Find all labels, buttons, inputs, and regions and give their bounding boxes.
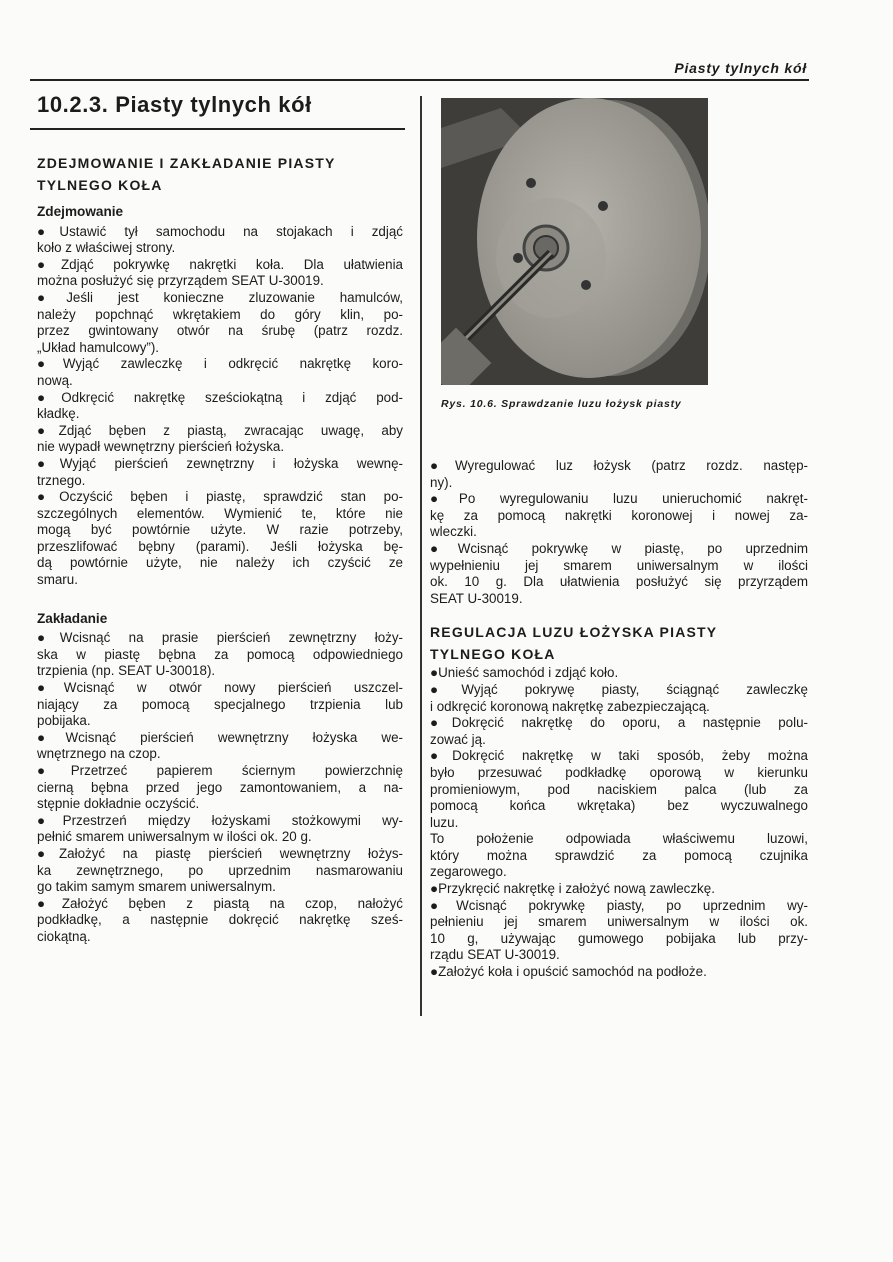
text-line: ny). [430,474,453,490]
text-line: ●Założyć na piastę pierścień wewnętrzny łożys- [37,845,403,861]
paragraph [430,964,808,981]
text-line: ●Założyć koła i opuścić samochód na podłoże. [430,964,707,980]
text-line: ●Założyć bęben z piastą na czop, nałożyć [37,895,403,911]
running-header: Piasty tylnych kół [674,60,807,76]
paragraph [37,290,403,356]
text-line: dą powtórnie użyte, nie należy ich czyścić ze [37,555,403,571]
figure-photo-brake-drum [441,98,708,385]
text-line: szczególnych elementów. Wymienić te, które nie [37,505,403,521]
text-line: koło z właściwej strony. [37,240,176,256]
text-line: ●Wcisnąć pokrywkę piasty, po uprzednim wy- [430,897,808,913]
title-rule [30,128,405,130]
text-line: To położenie odpowiada właściwemu luzowi, [430,831,808,847]
text-line: cierną bębna przed jego zamontowaniem, a na- [37,779,403,795]
text-line: można posłużyć się przyrządem SEAT U-30019. [37,273,324,289]
text-line: ●Wcisnąć na prasie pierścień zewnętrzny łoży- [37,630,403,646]
text-line: promieniowym, pod naciskiem palca (lub za [430,781,808,797]
paragraph [37,257,403,290]
text-line: ●Wyjąć pokrywę piasty, ściągnąć zawleczkę [430,681,808,697]
text-line: ●Przykręcić nakrętkę i założyć nową zawleczkę. [430,881,715,897]
paragraph [37,423,403,456]
text-line: przeszlifować bębny (parami). Jeśli łożyska bę- [37,538,403,554]
text-line: ●Wcisnąć pierścień wewnętrzny łożyska we- [37,729,403,745]
paragraph [430,748,808,831]
text-line: trznego. [37,472,86,488]
text-line: wypełnieniu jej smarem uniwersalnym w ilości [430,557,808,573]
header-rule [30,79,809,81]
section-heading [37,152,403,196]
text-line: TYLNEGO KOŁA [37,177,163,193]
text-line: TYLNEGO KOŁA [430,646,556,663]
text-line: ●Odkręcić nakrętkę sześciokątną i zdjąć pod- [37,389,403,405]
text-line: pomocą końca wkrętaka) bez wyczuwalnego [430,798,808,814]
text-line: ZDEJMOWANIE I ZAKŁADANIE PIASTY [37,155,336,171]
paragraph [37,356,403,389]
text-line: ●Dokręcić nakrętkę do oporu, a następnie polu- [430,715,808,731]
subheading: Zdejmowanie [37,204,124,219]
text-line: i odkręcić koronową nakrętkę zabezpieczającą. [430,698,710,714]
text-line: ●Przestrzeń między łożyskami stożkowymi wy- [37,812,403,828]
text-line: ●Zdjąć bęben z piastą, zwracając uwagę, aby [37,422,403,438]
text-line: ●Oczyścić bęben i piastę, sprawdzić stan po- [37,489,403,505]
paragraph [430,665,808,682]
text-line: REGULACJA LUZU ŁOŻYSKA PIASTY [430,624,718,641]
paragraph [430,715,808,748]
text-line: „Układ hamulcowy”). [37,339,160,355]
paragraph [37,896,403,946]
text-line: go takim samym smarem uniwersalnym. [37,879,276,895]
paragraph [430,682,808,715]
text-line: ●Jeśli jest konieczne zluzowanie hamulców, [37,289,403,305]
text-line: stępnie dokładnie oczyścić. [37,796,200,812]
text-line: ●Wyjąć zawleczkę i odkręcić nakrętkę koro- [37,356,403,372]
text-line: niający za pomocą specjalnego trzpienia lub [37,696,403,712]
text-line: kę za pomocą nakrętki koronowej i nowej za- [430,507,808,523]
text-line: SEAT U-30019. [430,590,523,606]
paragraph [430,831,808,881]
paragraph [37,456,403,489]
paragraph [37,763,403,813]
text-line: ●Wyjąć pierścień zewnętrzny i łożyska wewnę- [37,455,403,471]
text-line: ●Unieść samochód i zdjąć koło. [430,665,619,681]
text-line: trzpienia (np. SEAT U-30018). [37,663,216,679]
section-heading [430,621,808,665]
paragraph [37,680,403,730]
text-line: pełnieniu jej smarem uniwersalnym w ilości ok. [430,914,808,930]
left-column [37,152,403,946]
subheading: Zakładanie [37,610,108,626]
text-line: który można sprawdzić za pomocą czujnika [430,847,808,863]
text-line: ka zewnętrznego, po uprzednim nasmarowaniu [37,862,403,878]
paragraph [37,846,403,896]
section-title: 10.2.3. Piasty tylnych kół [37,92,312,117]
paragraph [430,541,808,607]
text-line: wleczki. [430,524,477,540]
text-line: ●Ustawić tył samochodu na stojakach i zdjąć [37,223,403,239]
text-line: ●Wyregulować luz łożysk (patrz rozdz. następ- [430,458,808,473]
text-line: ●Zdjąć pokrywkę nakrętki koła. Dla ułatwienia [37,256,403,272]
text-line: 10 g, używając gumowego pobijaka lub przy- [430,930,808,946]
text-line: należy popchnąć wkrętakiem do góry klin, po- [37,306,403,322]
text-line: nową. [37,372,73,388]
text-line: wnętrznego na czop. [37,746,161,762]
text-line: przez gwintowany otwór na śrubę (patrz rozdz. [37,323,403,339]
text-line: ●Przetrzeć papierem ściernym powierzchnię [37,763,403,778]
text-line: nie wypadł wewnętrzny pierścień łożyska. [37,439,285,455]
text-line: ●Po wyregulowaniu luzu unieruchomić nakręt- [430,491,808,507]
spacer [430,607,808,621]
text-line: podkładkę, a następnie dokręcić nakrętkę sześ- [37,912,403,928]
text-line: ok. 10 g. Dla ułatwienia posłużyć się przyrządem [430,574,808,590]
text-line: rządu SEAT U-30019. [430,947,560,963]
text-line: pełnić smarem uniwersalnym w ilości ok. 20 g. [37,829,312,845]
paragraph [37,390,403,423]
text-line: pobijaka. [37,713,91,729]
text-line: luzu. [430,814,459,830]
text-line: było przesuwać podkładkę oporową w kierunku [430,764,808,780]
text-line: smaru. [37,572,78,588]
column-divider [420,96,422,1016]
text-line: kładkę. [37,406,80,422]
text-line: ciokątną. [37,928,91,944]
paragraph [430,458,808,491]
paragraph [37,630,403,680]
text-line: zegarowego. [430,864,507,880]
paragraph [37,730,403,763]
spacer [37,589,403,603]
right-column [430,458,808,981]
text-line: ●Wcisnąć pokrywkę w piastę, po uprzednim [430,540,808,556]
text-line: mogą być powtórnie użyte. W razie potrzeby, [37,522,403,538]
figure-caption: Rys. 10.6. Sprawdzanie luzu łożysk piasty [441,398,682,410]
paragraph [430,881,808,898]
text-line: zować ją. [430,731,486,747]
paragraph [430,898,808,964]
paragraph [37,489,403,589]
text-line: ska w piastę bębna za pomocą odpowiedniego [37,646,403,662]
paragraph [37,224,403,257]
paragraph [430,491,808,541]
paragraph [37,813,403,846]
text-line: ●Wcisnąć w otwór nowy pierścień uszczel- [37,680,403,696]
text-line: ●Dokręcić nakrętkę w taki sposób, żeby można [430,748,808,764]
